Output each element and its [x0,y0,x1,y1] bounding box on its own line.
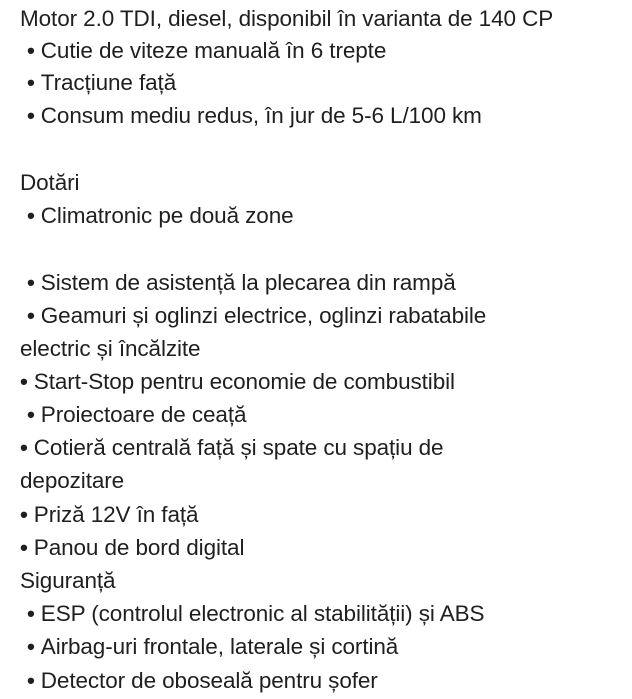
list-item-airbags [27,630,398,663]
line-text: Tracțiune față [40,70,177,95]
line-text: Detector de oboseală pentru șofer [40,668,378,693]
line-text: Start-Stop pentru economie de combustibil [33,369,455,394]
bullet-icon: • [27,70,35,95]
text-line-continuation [20,464,124,497]
line-text: Dotări [20,170,80,195]
text-line-engine [20,2,553,35]
list-item-hill-assist [27,266,456,299]
line-text: Cutie de viteze manuală în 6 trepte [40,38,387,63]
line-text: Airbag-uri frontale, laterale și cortină [40,634,399,659]
bullet-icon: • [20,502,28,527]
line-text: Priză 12V în față [33,502,199,527]
line-text: Geamuri și oglinzi electrice, oglinzi rabatabile [40,303,487,328]
list-item-fatigue-detector [27,664,378,697]
line-text: Climatronic pe două zone [40,203,294,228]
text-line-continuation [20,332,200,365]
line-text: Cotieră centrală față și spate cu spațiu de [33,435,444,460]
line-text: Consum mediu redus, în jur de 5-6 L/100 km [40,103,482,128]
list-item-esp-abs [27,597,484,630]
line-text: depozitare [20,468,125,493]
line-text: Proiectoare de ceață [40,402,247,427]
line-text: Sistem de asistență la plecarea din rampă [40,270,456,295]
bullet-icon: • [27,668,35,693]
bullet-icon: • [20,435,28,460]
list-item-gearbox [27,34,386,67]
bullet-icon: • [27,402,35,427]
list-item-windows-mirrors [27,299,486,332]
line-text: ESP (controlul electronic al stabilității) și ABS [40,601,485,626]
section-heading-features [20,166,79,199]
bullet-icon: • [20,369,28,394]
line-text: Motor 2.0 TDI, diesel, disponibil în varianta de 140 CP [20,6,554,31]
list-item-armrest [20,431,443,464]
list-item-digital-dashboard [20,531,244,564]
bullet-icon: • [27,38,35,63]
bullet-icon: • [20,535,28,560]
bullet-icon: • [27,634,35,659]
list-item-climatronic [27,199,294,232]
list-item-consumption [27,99,482,132]
bullet-icon: • [27,203,35,228]
bullet-icon: • [27,601,35,626]
list-item-fog-lights [27,398,246,431]
list-item-start-stop [20,365,455,398]
bullet-icon: • [27,270,35,295]
section-heading-safety [20,564,115,597]
list-item-traction [27,66,176,99]
line-text: Panou de bord digital [33,535,245,560]
line-text: Siguranță [20,568,116,593]
line-text: electric și încălzite [20,336,201,361]
bullet-icon: • [27,103,35,128]
bullet-icon: • [27,303,35,328]
list-item-12v-socket [20,498,198,531]
